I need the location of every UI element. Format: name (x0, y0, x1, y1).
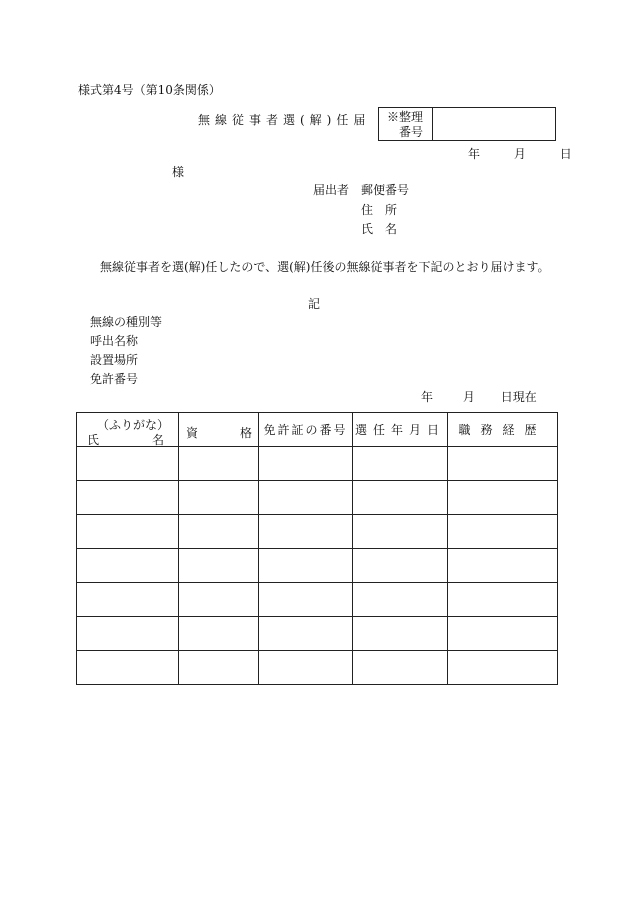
date-day-label: 日 (559, 147, 572, 161)
reference-number-label (379, 108, 433, 140)
header-qualification-right: 格 (239, 426, 252, 440)
name-label: 氏 名 (361, 222, 398, 236)
header-career: 職務経歴 (448, 413, 558, 447)
cell-name[interactable] (77, 549, 179, 583)
cell-qualification[interactable] (179, 549, 259, 583)
cell-appointed-date[interactable] (353, 549, 448, 583)
body-text: 無線従事者を選(解)任したので、選(解)任後の無線従事者を下記のとおり届けます。 (100, 260, 550, 274)
cell-career[interactable] (448, 481, 558, 515)
cell-license-number[interactable] (259, 481, 353, 515)
cell-career[interactable] (448, 549, 558, 583)
cell-qualification[interactable] (179, 651, 259, 685)
header-qualification-left: 資 (186, 426, 199, 440)
date-month-label: 月 (513, 147, 526, 161)
cell-appointed-date[interactable] (353, 447, 448, 481)
header-furigana: （ふりがな） (97, 418, 170, 432)
reference-label-line2: 番号 (399, 125, 424, 139)
cell-name[interactable] (77, 481, 179, 515)
cell-name[interactable] (77, 447, 179, 481)
ki-heading: 記 (308, 297, 321, 311)
cell-appointed-date[interactable] (353, 617, 448, 651)
cell-name[interactable] (77, 651, 179, 685)
cell-qualification[interactable] (179, 447, 259, 481)
cell-qualification[interactable] (179, 583, 259, 617)
cell-name[interactable] (77, 583, 179, 617)
header-appointed-date: 選任年月日 (353, 413, 448, 447)
submission-date (468, 148, 572, 160)
cell-license-number[interactable] (259, 651, 353, 685)
cell-career[interactable] (448, 583, 558, 617)
table-header-row (77, 413, 558, 447)
cell-qualification[interactable] (179, 617, 259, 651)
list-item-call-sign: 呼出名称 (90, 334, 139, 348)
cell-career[interactable] (448, 515, 558, 549)
header-name-right: 名 (151, 433, 164, 447)
reference-label-line1: ※整理 (387, 110, 424, 124)
cell-career[interactable] (448, 617, 558, 651)
cell-qualification[interactable] (179, 481, 259, 515)
table-row (77, 447, 558, 481)
form-number: 様式第4号（第10条関係） (78, 83, 221, 97)
table-row (77, 549, 558, 583)
addressee-suffix: 様 (172, 165, 185, 179)
date-year-label: 年 (468, 147, 481, 161)
cell-appointed-date[interactable] (353, 583, 448, 617)
applicant-label: 届出者 (313, 183, 350, 197)
cell-qualification[interactable] (179, 515, 259, 549)
cell-career[interactable] (448, 651, 558, 685)
header-name (77, 413, 179, 447)
document-title: 無線従事者選(解)任届 (198, 113, 371, 127)
table-row (77, 617, 558, 651)
cell-name[interactable] (77, 515, 179, 549)
header-name-left: 氏 (87, 433, 100, 447)
asof-month-label: 月 (462, 390, 475, 404)
operator-table (76, 412, 558, 685)
cell-license-number[interactable] (259, 515, 353, 549)
cell-appointed-date[interactable] (353, 651, 448, 685)
table-row (77, 515, 558, 549)
cell-license-number[interactable] (259, 549, 353, 583)
cell-license-number[interactable] (259, 583, 353, 617)
cell-license-number[interactable] (259, 617, 353, 651)
reference-number-field[interactable] (433, 108, 555, 140)
cell-name[interactable] (77, 617, 179, 651)
header-qualification (179, 413, 259, 447)
list-item-license-number: 免許番号 (90, 372, 139, 386)
cell-appointed-date[interactable] (353, 515, 448, 549)
table-row (77, 583, 558, 617)
list-item-station-type: 無線の種別等 (90, 315, 163, 329)
asof-year-label: 年 (421, 390, 434, 404)
as-of-date (421, 391, 537, 403)
cell-license-number[interactable] (259, 447, 353, 481)
postal-code-label: 郵便番号 (361, 183, 410, 197)
cell-appointed-date[interactable] (353, 481, 448, 515)
cell-career[interactable] (448, 447, 558, 481)
list-item-location: 設置場所 (90, 353, 139, 367)
reference-number-box (378, 107, 556, 141)
table-row (77, 481, 558, 515)
address-label: 住 所 (361, 203, 398, 217)
table-row (77, 651, 558, 685)
asof-day-label: 日現在 (500, 390, 537, 404)
header-license-number: 免許証の番号 (259, 413, 353, 447)
